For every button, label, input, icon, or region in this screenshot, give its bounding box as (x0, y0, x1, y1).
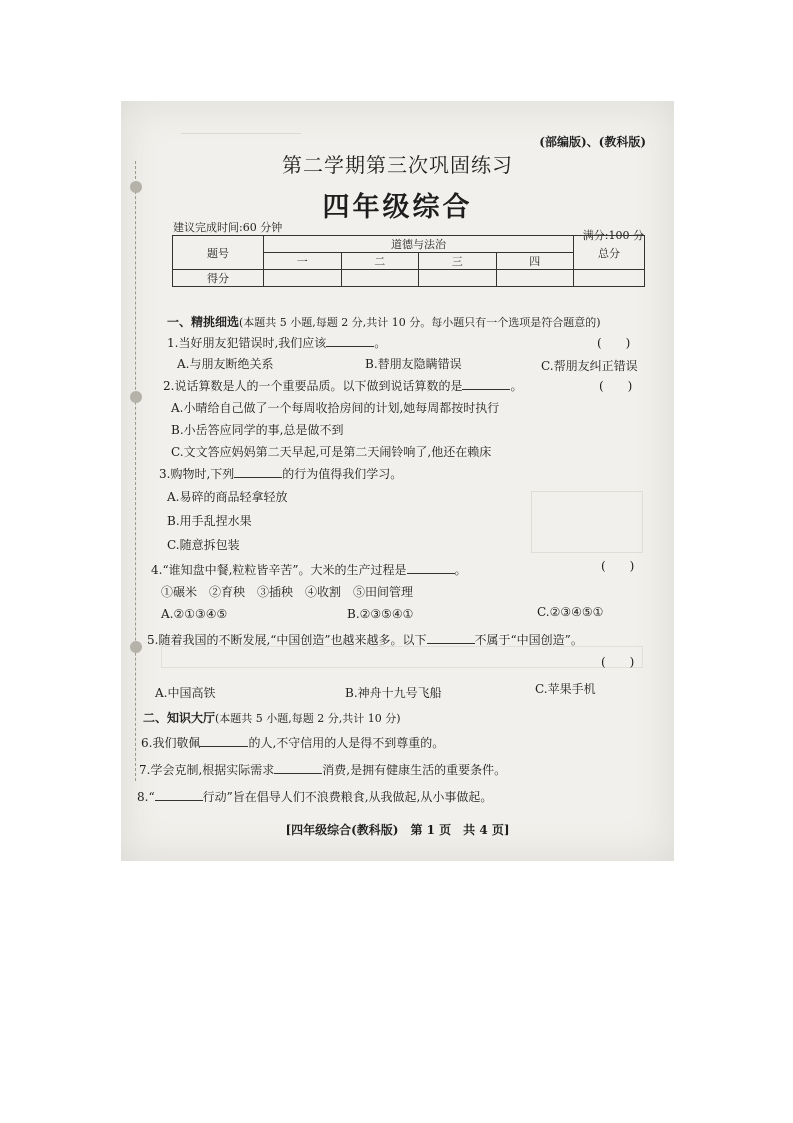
question-4-steps: ①碾米 ②育秧 ③插秧 ④收割 ⑤田间管理 (161, 585, 414, 599)
question-7-text-a: 7.学会克制,根据实际需求 (139, 763, 275, 777)
answer-blank[interactable] (274, 761, 322, 774)
score-cell (264, 270, 342, 287)
question-2-end: 。 (510, 379, 523, 393)
exam-term-title: 第二学期第三次巩固练习 (282, 153, 513, 177)
option-b: B.神舟十九号飞船 (345, 686, 442, 700)
score-cell (341, 270, 419, 287)
option-c: C.文文答应妈妈第二天早起,可是第二天闹铃响了,他还在赖床 (171, 445, 492, 459)
answer-paren[interactable]: ( ) (599, 379, 633, 393)
option-a: A.与朋友断绝关系 (177, 357, 274, 371)
option-b: B.用手乱捏水果 (167, 514, 252, 528)
bleed-through-mark (181, 123, 301, 134)
question-5 (147, 631, 583, 648)
section-1-note: (本题共 5 小题,每题 2 分,共计 10 分。每小题只有一个选项是符合题意的) (239, 316, 601, 329)
answer-blank[interactable] (155, 788, 203, 801)
option-c: C.②③④⑤① (537, 605, 604, 619)
question-6-text-a: 6.我们敬佩 (141, 736, 201, 750)
question-4-end: 。 (454, 563, 467, 577)
option-a: A.②①③④⑤ (161, 607, 228, 621)
answer-paren[interactable]: ( ) (597, 336, 631, 350)
answer-paren[interactable]: ( ) (601, 655, 635, 669)
question-6-text-b: 的人,不守信用的人是得不到尊重的。 (248, 736, 445, 750)
option-b: B.②③⑤④① (347, 607, 414, 621)
answer-paren[interactable]: ( ) (601, 559, 635, 573)
section-2-title: 二、知识大厅 (143, 711, 216, 725)
score-table-col: 四 (496, 253, 574, 270)
score-table-group: 道德与法治 (264, 236, 574, 253)
question-7-text-b: 消费,是拥有健康生活的重要条件。 (322, 763, 507, 777)
full-score-note: 满分:100 分 (582, 229, 644, 242)
section-1-title: 一、精挑细选 (167, 315, 240, 329)
section-2-note: (本题共 5 小题,每题 2 分,共计 10 分) (215, 712, 401, 725)
score-row-label: 得分 (173, 270, 264, 287)
question-4 (151, 561, 467, 578)
score-table-col: 二 (341, 253, 419, 270)
bleed-through-mark (531, 491, 643, 553)
question-8-text-b: 行动”旨在倡导人们不浪费粮食,从我做起,从小事做起。 (202, 790, 493, 804)
question-5-text-a: 5.随着我国的不断发展,“中国创造”也越来越多。以下 (147, 633, 427, 647)
option-b: B.替朋友隐瞒错误 (365, 357, 462, 371)
question-2-text: 2.说话算数是人的一个重要品质。以下做到说话算数的是 (163, 379, 463, 393)
question-3-text-a: 3.购物时,下列 (159, 467, 235, 481)
score-table-header: 题号 (173, 236, 264, 270)
question-2 (163, 377, 522, 394)
question-1 (167, 334, 386, 351)
score-table (172, 235, 645, 287)
answer-blank[interactable] (407, 561, 455, 574)
score-table-total: 总分 (574, 236, 645, 270)
binding-hole (130, 641, 142, 653)
page-footer: [四年级综合(教科版) 第 1 页 共 4 页] (285, 823, 510, 837)
question-7 (139, 761, 506, 778)
question-1-text: 1.当好朋友犯错误时,我们应该 (167, 336, 327, 350)
question-8-text-a: 8.“ (137, 790, 155, 804)
question-5-text-b: 不属于“中国创造”。 (474, 633, 583, 647)
option-c: C.苹果手机 (535, 682, 596, 696)
time-note: 建议完成时间:60 分钟 (173, 221, 283, 234)
question-3-text-b: 的行为值得我们学习。 (282, 467, 403, 481)
question-8 (137, 788, 492, 805)
section-2-heading (143, 709, 401, 726)
exam-grade-title: 四年级综合 (322, 192, 473, 223)
option-c: C.帮朋友纠正错误 (541, 359, 638, 373)
option-a: A.中国高铁 (155, 686, 216, 700)
question-4-text: 4.“谁知盘中餐,粒粒皆辛苦”。大米的生产过程是 (151, 563, 407, 577)
binding-hole (130, 391, 142, 403)
score-cell (496, 270, 574, 287)
answer-blank[interactable] (200, 734, 248, 747)
option-a: A.易碎的商品轻拿轻放 (167, 490, 288, 504)
option-c: C.随意拆包装 (167, 538, 240, 552)
answer-blank[interactable] (326, 334, 374, 347)
score-cell (574, 270, 645, 287)
score-table-col: 三 (419, 253, 497, 270)
answer-blank[interactable] (462, 377, 510, 390)
answer-blank[interactable] (427, 631, 475, 644)
option-a: A.小晴给自己做了一个每周收拾房间的计划,她每周都按时执行 (171, 401, 500, 415)
exam-page-photo (121, 101, 674, 861)
question-1-end: 。 (374, 336, 387, 350)
score-table-col: 一 (264, 253, 342, 270)
score-cell (419, 270, 497, 287)
question-6 (141, 734, 444, 751)
option-b: B.小岳答应同学的事,总是做不到 (171, 423, 344, 437)
binding-line (135, 161, 148, 781)
edition-label: (部编版)、(教科版) (539, 135, 646, 149)
answer-blank[interactable] (234, 465, 282, 478)
question-3 (159, 465, 402, 482)
bleed-through-mark (161, 646, 643, 668)
section-1-heading (167, 313, 601, 330)
